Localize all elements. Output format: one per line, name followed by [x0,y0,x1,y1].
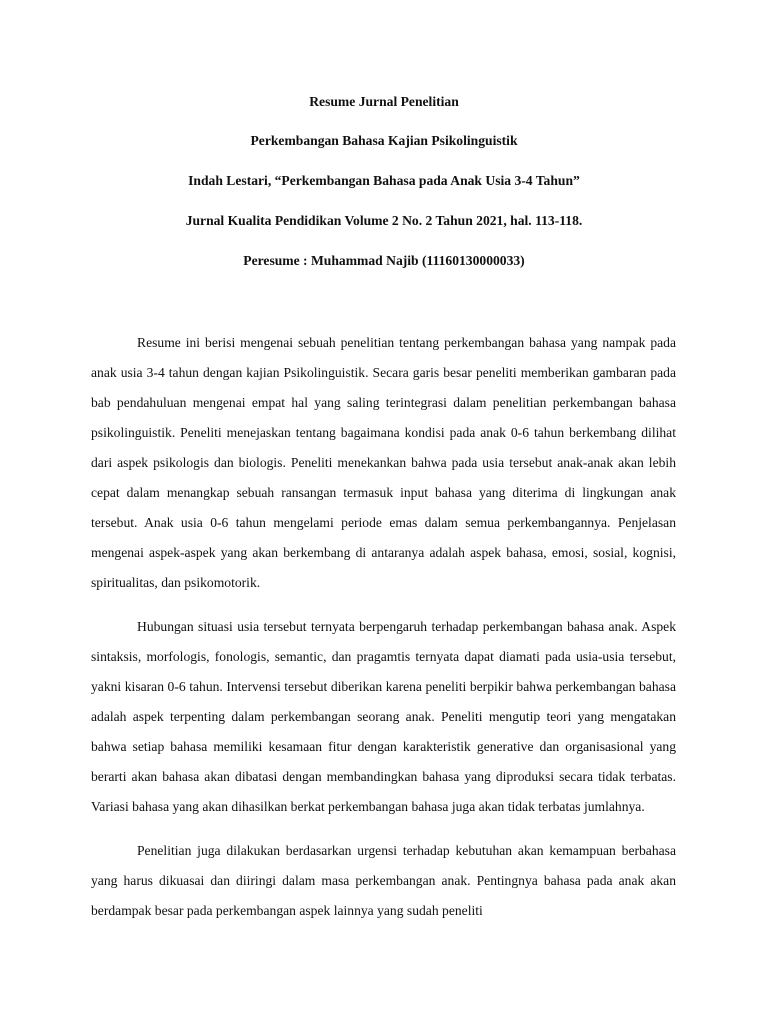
body-paragraph-3: Penelitian juga dilakukan berdasarkan urgensi terhadap kebutuhan akan kemampuan berbahasa yang harus dikuasai dan diiringi dalam masa perkembangan anak. Pentingnya bahasa pada anak akan berdampak besar pada perkembangan aspek lainnya yang sudah peneliti [91,843,676,918]
body-paragraph-1: Resume ini berisi mengenai sebuah penelitian tentang perkembangan bahasa yang nampak pada anak usia 3-4 tahun dengan kajian Psikolinguistik. Secara garis besar peneliti memberikan gambaran pada bab pendahuluan mengenai empat hal yang saling terintegrasi dalam penelitian perkembangan bahasa psikolinguistik. Peneliti menejaskan tentang bagaimana kondisi pada anak 0-6 tahun berkembang dilihat dari aspek psikologis dan biologis. Peneliti menekankan bahwa pada usia tersebut anak-anak akan lebih cepat dalam menangkap sebuah ransangan termasuk input bahasa yang diterima di lingkungan anak tersebut. Anak usia 0-6 tahun mengelami periode emas dalam semua perkembangannya. Penjelasan mengenai aspek-aspek yang akan berkembang di antaranya adalah aspek bahasa, emosi, sosial, kognisi, spiritualitas, dan psikomotorik. [91,335,676,590]
body-paragraph-2: Hubungan situasi usia tersebut ternyata berpengaruh terhadap perkembangan bahasa anak. Aspek sintaksis, morfologis, fonologis, semantic, dan pragamtis ternyata dapat diamati pada usia-usia tersebut, yakni kisaran 0-6 tahun. Intervensi tersebut diberikan karena peneliti berpikir bahwa perkembangan bahasa adalah aspek terpenting dalam perkembangan seorang anak. Peneliti mengutip teori yang mengatakan bahwa setiap bahasa memiliki kesamaan fitur dengan karakteristik generative dan organisasional yang berarti akan bahasa akan dibatasi dengan membandingkan bahasa yang diproduksi secara tidak terbatas. Variasi bahasa yang akan dihasilkan berkat perkembangan bahasa juga akan tidak terbatas jumlahnya. [91,619,676,814]
document-title: Resume Jurnal Penelitian [309,94,459,109]
document-subtitle: Perkembangan Bahasa Kajian Psikolinguistik [250,133,518,148]
document-body [91,328,676,940]
resume-author: Peresume : Muhammad Najib (11160130000033) [243,253,525,268]
article-citation: Indah Lestari, “Perkembangan Bahasa pada Anak Usia 3-4 Tahun” [188,173,580,188]
journal-reference: Jurnal Kualita Pendidikan Volume 2 No. 2 Tahun 2021, hal. 113-118. [185,213,583,228]
